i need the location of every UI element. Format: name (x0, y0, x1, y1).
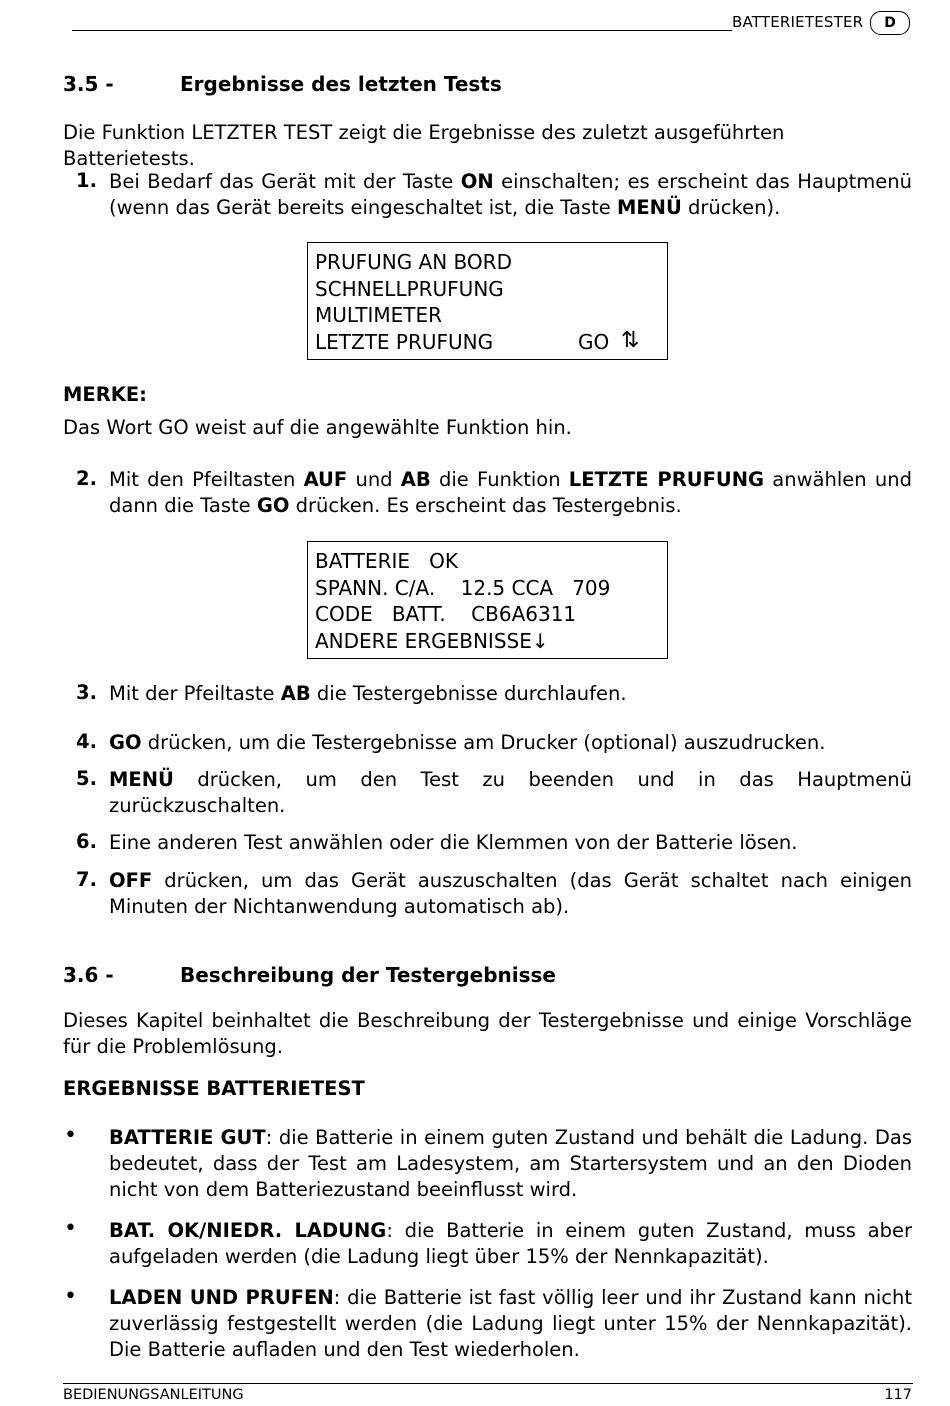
bullet-icon: • (64, 1284, 77, 1309)
step-number-5: 5. (76, 767, 97, 790)
section-number-3-5: 3.5 - (63, 72, 114, 96)
display-line: BATTERIE OK (315, 549, 458, 573)
display-test-result (307, 541, 668, 659)
note-text: Das Wort GO weist auf die angewählte Funktion hin. (63, 416, 572, 439)
step-text-4: GO drücken, um die Testergebnisse am Drucker (optional) auszudrucken. (109, 731, 826, 754)
step-text-5-cont: zurückzuschalten. (109, 794, 286, 817)
display-line: LETZTE PRUFUNG (315, 329, 494, 354)
header-rule (72, 30, 732, 31)
step-number-6: 6. (76, 830, 97, 853)
step-text-7: OFF drücken, um das Gerät auszuschalten (das Gerät schaltet nach einigen (109, 869, 912, 892)
down-arrow-icon: ↓ (531, 628, 549, 653)
step-text-1: Bei Bedarf das Gerät mit der Taste ON einschalten; es erscheint das Hauptmenü (wenn das Gerät bereits eingeschaltet ist, die Taste MENÜ drücken). (109, 170, 912, 219)
up-down-arrow-icon: ⇅ (621, 327, 640, 353)
result-item-charge-and-test: LADEN UND PRUFEN: die Batterie ist fast völlig leer und ihr Zustand kann nicht zuverlässig festgestellt werden (die Ladung liegt unter 15% der Nennkapazität). Die Batterie aufladen und den Test wiederholen. (109, 1286, 912, 1361)
step-text-2: Mit den Pfeiltasten AUF und AB die Funktion LETZTE PRUFUNG anwählen und dann die Taste GO drücken. Es erscheint das Testergebnis. (109, 468, 912, 517)
display-line: SCHNELLPRUFUNG (315, 276, 504, 301)
display-line: CODE BATT. CB6A6311 (315, 602, 577, 626)
section-intro-3-6: Dieses Kapitel beinhaltet die Beschreibung der Testergebnisse und einige Vorschläge für die Problemlösung. (63, 1009, 912, 1058)
step-text-5: MENÜ drücken, um den Test zu beenden und in das Hauptmenü (109, 768, 912, 791)
section-intro-3-5: Die Funktion LETZTER TEST zeigt die Ergebnisse des zuletzt ausgeführten Batterietests. (63, 121, 785, 170)
step-text-3: Mit der Pfeiltaste AB die Testergebnisse durchlaufen. (109, 682, 627, 705)
bullet-icon: • (64, 1123, 77, 1148)
step-number-4: 4. (76, 730, 97, 753)
result-item-low-charge: BAT. OK/NIEDR. LADUNG: die Batterie in einem guten Zustand, muss aber aufgeladen werden (die Ladung liegt über 15% der Nennkapazität). (109, 1219, 913, 1268)
bullet-icon: • (64, 1216, 77, 1241)
note-title: MERKE: (63, 383, 147, 406)
language-badge: D (870, 11, 910, 35)
display-line: MULTIMETER (315, 303, 443, 327)
section-number-3-6: 3.6 - (63, 963, 114, 987)
section-title-3-5: Ergebnisse des letzten Tests (180, 72, 502, 96)
subheading-battery-results: ERGEBNISSE BATTERIETEST (63, 1077, 365, 1100)
step-number-7: 7. (76, 868, 97, 891)
display-line: SPANN. C/A. 12.5 CCA 709 (315, 575, 611, 600)
step-number-2: 2. (76, 467, 97, 490)
step-text-7-cont: Minuten der Nichtanwendung automatisch ab). (109, 895, 570, 918)
footer-rule (63, 1383, 913, 1384)
step-number-1: 1. (76, 169, 97, 192)
header-title: BATTERIETESTER (732, 13, 864, 31)
page-number: 117 (884, 1387, 912, 1403)
display-line: PRUFUNG AN BORD (315, 250, 512, 274)
section-title-3-6: Beschreibung der Testergebnisse (180, 963, 556, 987)
result-item-battery-good: BATTERIE GUT: die Batterie in einem guten Zustand und behält die Ladung. Das bedeutet, dass der Test am Ladesystem, am Startersystem und an den Dioden nicht von dem Batteriezustand beeinflusst wird. (109, 1126, 912, 1201)
display-main-menu (307, 242, 668, 360)
display-line: ANDERE ERGEBNISSE (315, 628, 532, 653)
step-number-3: 3. (76, 681, 97, 704)
footer-title: BEDIENUNGSANLEITUNG (63, 1387, 244, 1403)
go-indicator: GO (578, 329, 610, 354)
step-text-6: Eine anderen Test anwählen oder die Klemmen von der Batterie lösen. (109, 831, 798, 854)
